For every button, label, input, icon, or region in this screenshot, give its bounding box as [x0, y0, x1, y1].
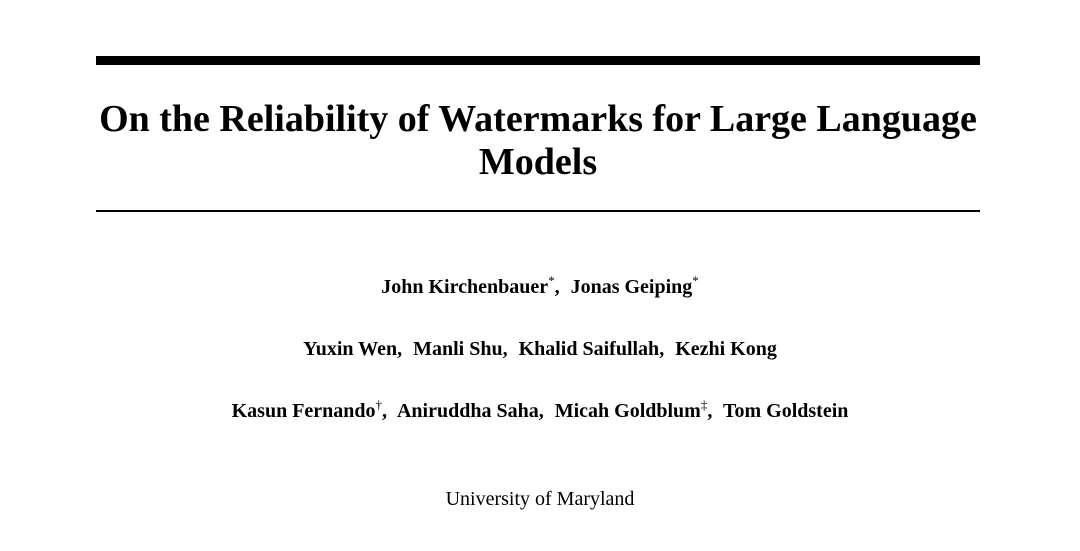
author-separator: ,	[397, 338, 403, 360]
author-line-2	[0, 337, 1080, 361]
author	[570, 273, 699, 298]
author	[723, 400, 848, 422]
author-line-1	[0, 275, 1080, 299]
author	[413, 338, 507, 360]
author-separator: ,	[554, 276, 560, 298]
author-mark: *	[692, 273, 699, 288]
author	[397, 400, 544, 422]
author-name: Jonas Geiping	[570, 276, 693, 298]
author	[554, 397, 713, 422]
author-name: Aniruddha Saha	[396, 400, 539, 422]
author-name: Micah Goldblum	[554, 400, 701, 422]
bottom-rule	[96, 210, 980, 212]
author	[231, 397, 388, 422]
author	[381, 273, 560, 298]
author-mark: ‡	[700, 397, 708, 412]
top-rule	[96, 56, 980, 65]
title-line-2: Models	[478, 141, 598, 183]
affiliation: University of Maryland	[445, 488, 635, 510]
title-line-1: On the Reliability of Watermarks for Large Language	[99, 98, 977, 140]
author-name: Kezhi Kong	[675, 338, 777, 360]
paper-title	[60, 98, 1016, 184]
author	[675, 338, 777, 360]
author-separator: ,	[502, 338, 508, 360]
author	[303, 338, 402, 360]
author-mark: †	[375, 397, 383, 412]
author-line-3	[0, 399, 1080, 423]
author-separator: ,	[707, 400, 713, 422]
author-mark: *	[548, 273, 555, 288]
author-name: Kasun Fernando	[231, 400, 376, 422]
author-name: Khalid Saifullah	[518, 338, 660, 360]
author-name: Tom Goldstein	[722, 400, 849, 422]
author-name: Yuxin Wen	[303, 338, 398, 360]
author-name: Manli Shu	[413, 338, 503, 360]
author-separator: ,	[382, 400, 388, 422]
author-separator: ,	[538, 400, 544, 422]
author	[519, 338, 665, 360]
author-name: John Kirchenbauer	[381, 276, 549, 298]
author-separator: ,	[659, 338, 665, 360]
